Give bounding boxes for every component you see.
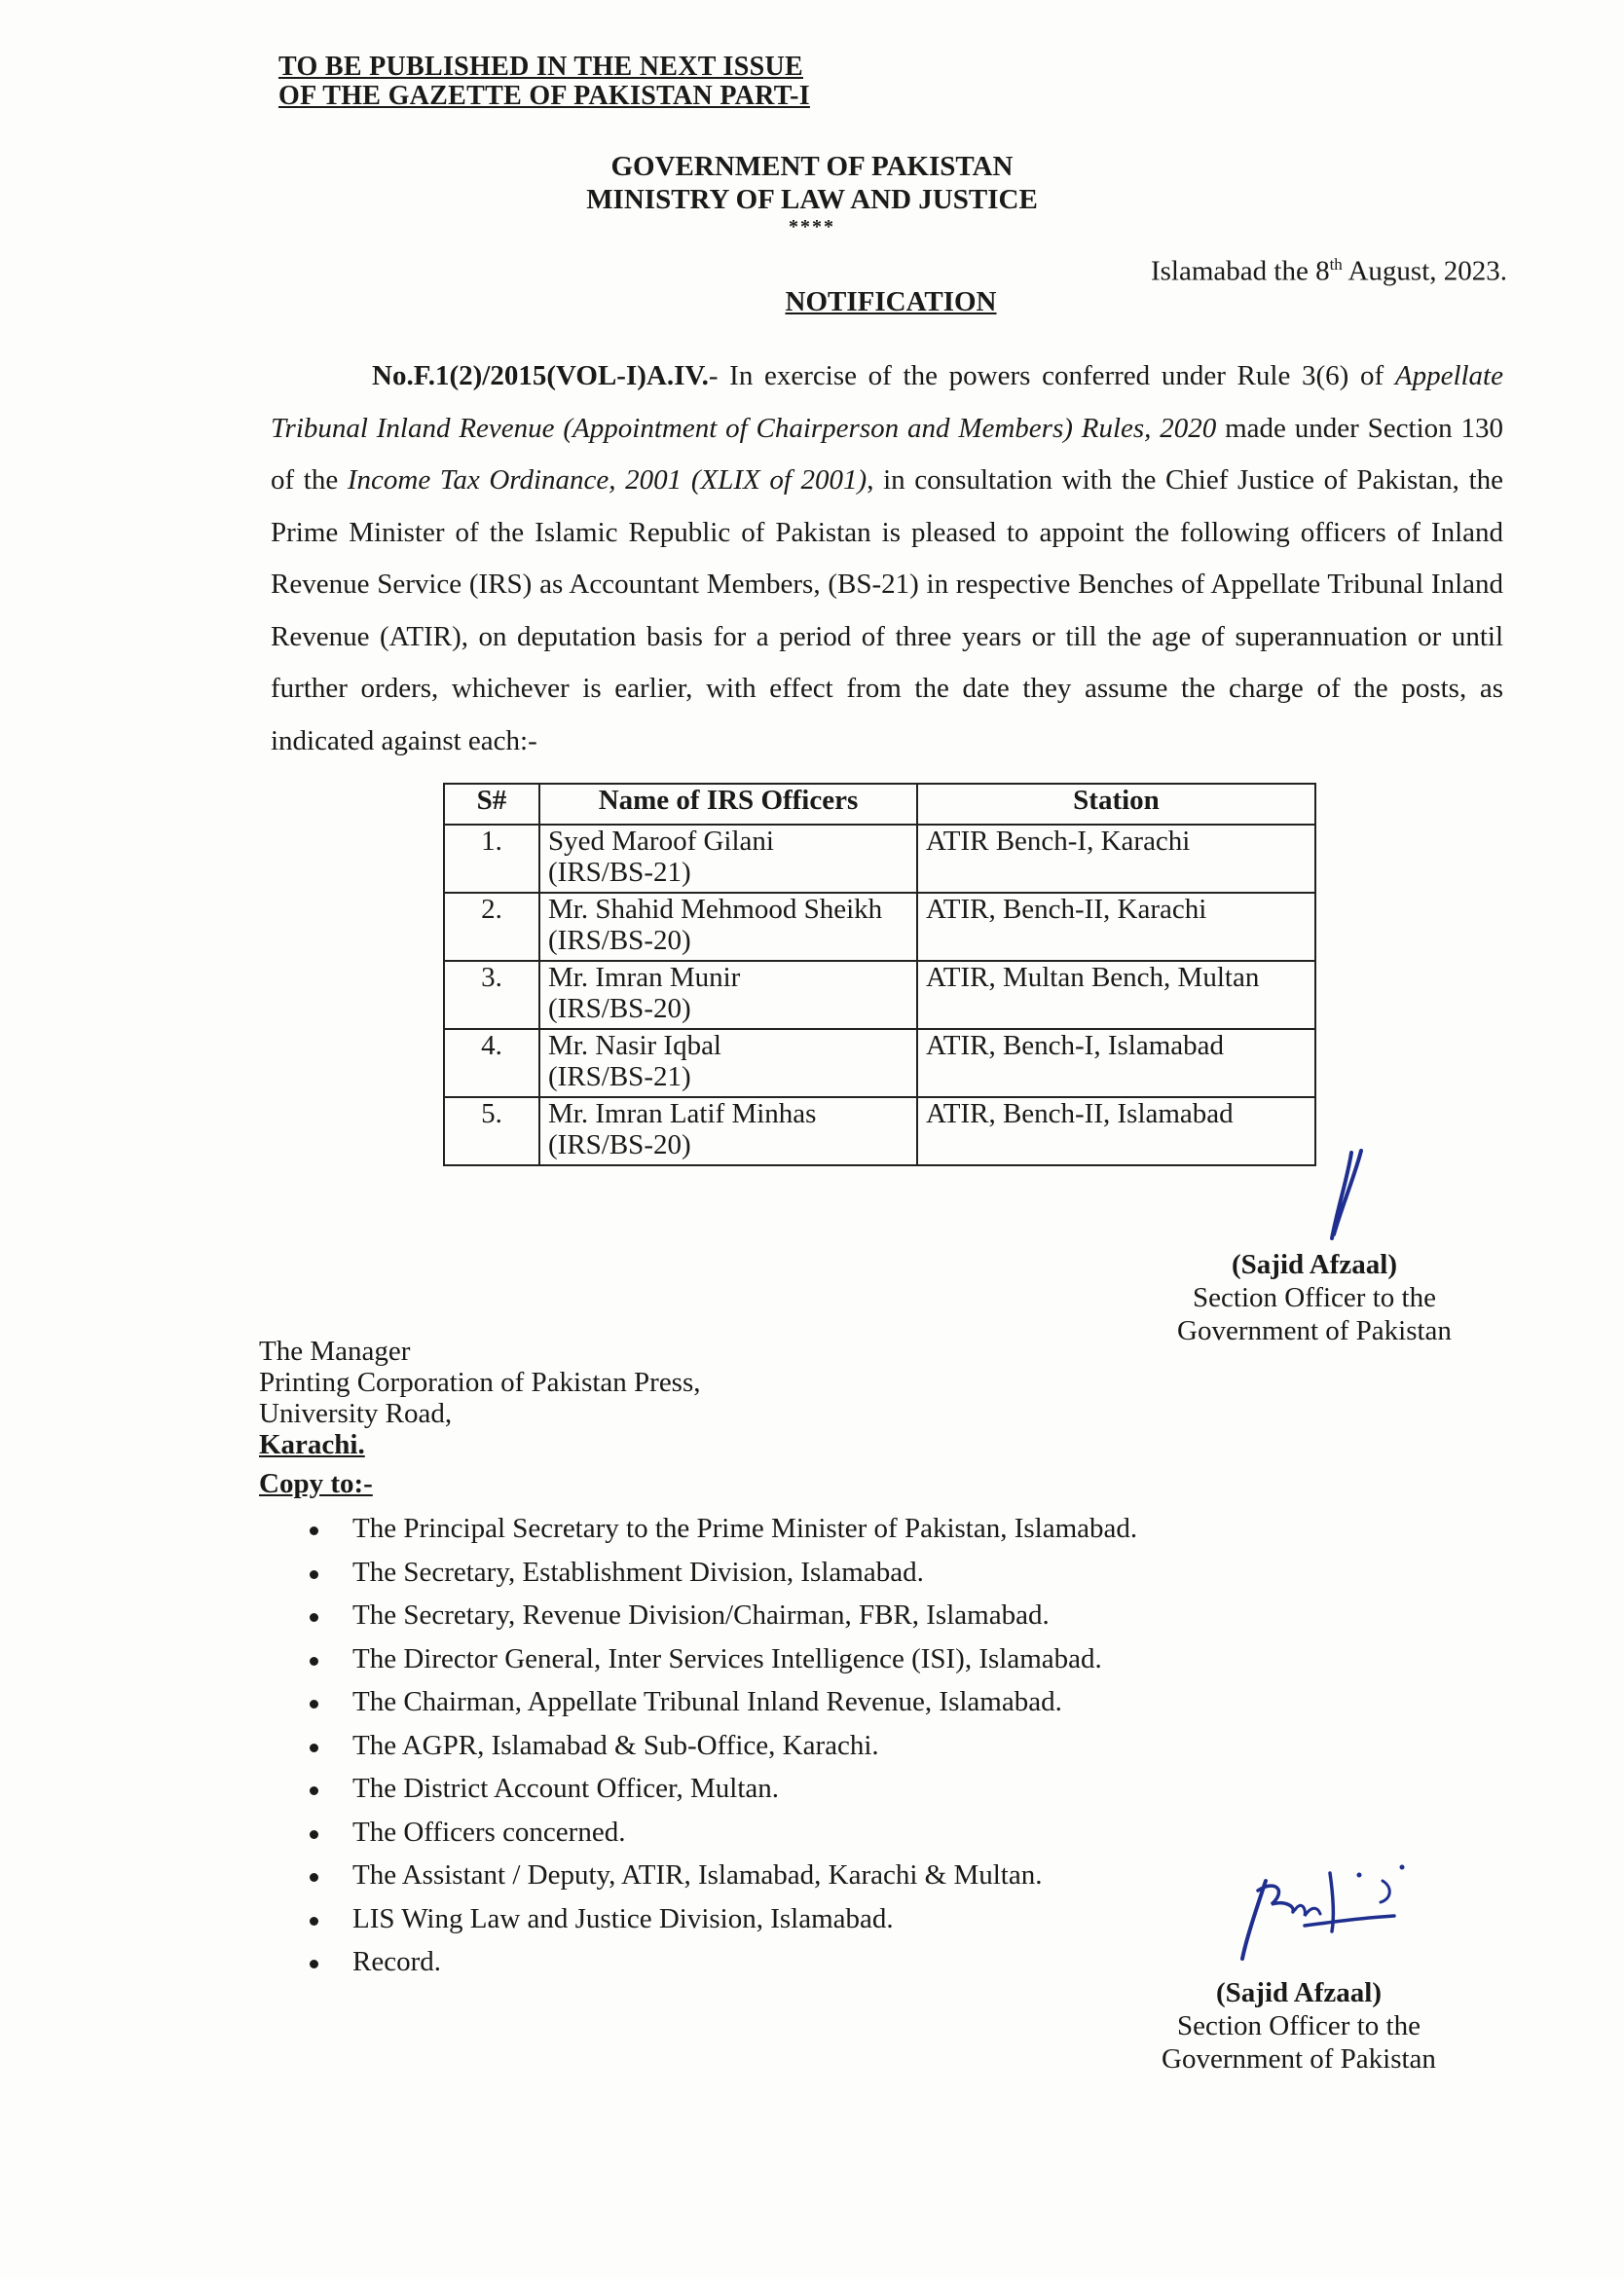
header-station: Station — [917, 784, 1315, 825]
list-item: The Chairman, Appellate Tribunal Inland Revenue, Islamabad. — [292, 1680, 1137, 1724]
signatory-designation-2: Government of Pakistan — [1162, 2043, 1436, 2075]
officer-name: Mr. Imran Latif Minhas — [548, 1098, 817, 1129]
notification-title: NOTIFICATION — [785, 286, 997, 317]
serial-cell: 1. — [444, 825, 539, 893]
header-serial: S# — [444, 784, 539, 825]
list-item: The Secretary, Revenue Division/Chairman, FBR, Islamabad. — [292, 1594, 1137, 1637]
officer-grade: (IRS/BS-20) — [548, 993, 691, 1024]
dateline-prefix: Islamabad the 8 — [1150, 255, 1330, 287]
officer-name: Mr. Shahid Mehmood Sheikh — [548, 894, 883, 925]
address-line-3: University Road, — [259, 1398, 453, 1429]
officer-grade: (IRS/BS-21) — [548, 857, 691, 888]
gazette-line-1: TO BE PUBLISHED IN THE NEXT ISSUE — [278, 52, 803, 82]
gazette-line-2: OF THE GAZETTE OF PAKISTAN PART-I — [278, 81, 810, 111]
officer-name: Syed Maroof Gilani — [548, 826, 774, 857]
gazette-heading — [278, 53, 810, 111]
officer-grade: (IRS/BS-20) — [548, 1129, 691, 1160]
body-text-3: , in consultation with the Chief Justice of Pakistan, the Prime Minister of the Islamic Republic of Pakistan is pleased to appoint the following officers of Inland Revenue Service (IRS) as Accountant Members, (BS-21) in respective Benches of Appellate Tribunal Inland Revenue (ATIR), on deputation basis for a period of three years or till the age of superannuation or until further orders, whichever is earlier, with effect from the date they assume the charge of the posts, as indicated against each:- — [271, 464, 1503, 756]
signatory-designation-1: Section Officer to the — [1177, 2010, 1421, 2041]
dateline — [1151, 255, 1507, 288]
table-row — [444, 961, 1315, 1029]
list-item: The AGPR, Islamabad & Sub-Office, Karachi. — [292, 1724, 1137, 1768]
serial-cell: 5. — [444, 1097, 539, 1165]
table-row — [444, 893, 1315, 961]
copy-to-list — [292, 1507, 1137, 1984]
officer-cell — [539, 1029, 917, 1097]
table-header-row — [444, 784, 1315, 825]
station-cell: ATIR Bench-I, Karachi — [917, 825, 1315, 893]
issuing-authority — [0, 150, 1624, 216]
body-text-1: - In exercise of the powers conferred under Rule 3(6) of — [708, 360, 1395, 391]
officers-table — [443, 783, 1316, 1166]
list-item: The District Account Officer, Multan. — [292, 1767, 1137, 1811]
ministry-name: MINISTRY OF LAW AND JUSTICE — [586, 184, 1038, 215]
address-line-2: Printing Corporation of Pakistan Press, — [259, 1367, 701, 1398]
rules-title: Appellate Tribunal Inland Revenue (Appointment of Chairperson and Members) Rules, 2020 — [271, 360, 1503, 444]
list-item: The Assistant / Deputy, ATIR, Islamabad, Karachi & Multan. — [292, 1854, 1137, 1897]
signatory-designation-1: Section Officer to the — [1193, 1282, 1436, 1313]
table-row — [444, 825, 1315, 893]
recipient-address — [259, 1336, 701, 1460]
serial-cell: 2. — [444, 893, 539, 961]
station-cell: ATIR, Bench-I, Islamabad — [917, 1029, 1315, 1097]
list-item: Record. — [292, 1940, 1137, 1984]
officer-cell — [539, 825, 917, 893]
officer-grade: (IRS/BS-21) — [548, 1061, 691, 1092]
signatory-designation-2: Government of Pakistan — [1177, 1315, 1452, 1346]
station-cell: ATIR, Bench-II, Karachi — [917, 893, 1315, 961]
table-row — [444, 1029, 1315, 1097]
station-cell: ATIR, Multan Bench, Multan — [917, 961, 1315, 1029]
officer-name: Mr. Imran Munir — [548, 962, 741, 993]
header-name: Name of IRS Officers — [539, 784, 917, 825]
notification-body — [271, 350, 1503, 767]
officer-cell — [539, 893, 917, 961]
table-row — [444, 1097, 1315, 1165]
address-city: Karachi. — [259, 1429, 365, 1460]
separator-stars: **** — [789, 216, 835, 238]
address-line-1: The Manager — [259, 1336, 411, 1367]
officer-name: Mr. Nasir Iqbal — [548, 1030, 721, 1061]
list-item: The Principal Secretary to the Prime Minister of Pakistan, Islamabad. — [292, 1507, 1137, 1551]
list-item: The Secretary, Establishment Division, Islamabad. — [292, 1551, 1137, 1595]
dateline-rest: August, 2023. — [1342, 255, 1507, 287]
government-name: GOVERNMENT OF PAKISTAN — [610, 151, 1014, 182]
ordinance-title: Income Tax Ordinance, 2001 (XLIX of 2001) — [347, 464, 867, 496]
list-item: The Director General, Inter Services Intelligence (ISI), Islamabad. — [292, 1637, 1137, 1681]
dateline-ordinal: th — [1329, 255, 1343, 274]
serial-cell: 4. — [444, 1029, 539, 1097]
officer-cell — [539, 961, 917, 1029]
signature-initial-mark — [1322, 1149, 1381, 1246]
list-item: LIS Wing Law and Justice Division, Islamabad. — [292, 1897, 1137, 1941]
body-text-2: made under Section 130 of the — [271, 412, 1503, 496]
signature-block-2 — [1133, 1976, 1464, 2076]
signatory-name: (Sajid Afzaal) — [1216, 1977, 1382, 2008]
station-cell: ATIR, Bench-II, Islamabad — [917, 1097, 1315, 1165]
officer-cell — [539, 1097, 917, 1165]
notification-reference: No.F.1(2)/2015(VOL-I)A.IV. — [372, 360, 709, 391]
officer-grade: (IRS/BS-20) — [548, 925, 691, 956]
copy-to-heading: Copy to:- — [259, 1468, 373, 1499]
handwritten-signature — [1236, 1861, 1421, 1968]
serial-cell: 3. — [444, 961, 539, 1029]
signature-block-1 — [1149, 1248, 1480, 1347]
signatory-name: (Sajid Afzaal) — [1232, 1249, 1397, 1280]
list-item: The Officers concerned. — [292, 1811, 1137, 1855]
